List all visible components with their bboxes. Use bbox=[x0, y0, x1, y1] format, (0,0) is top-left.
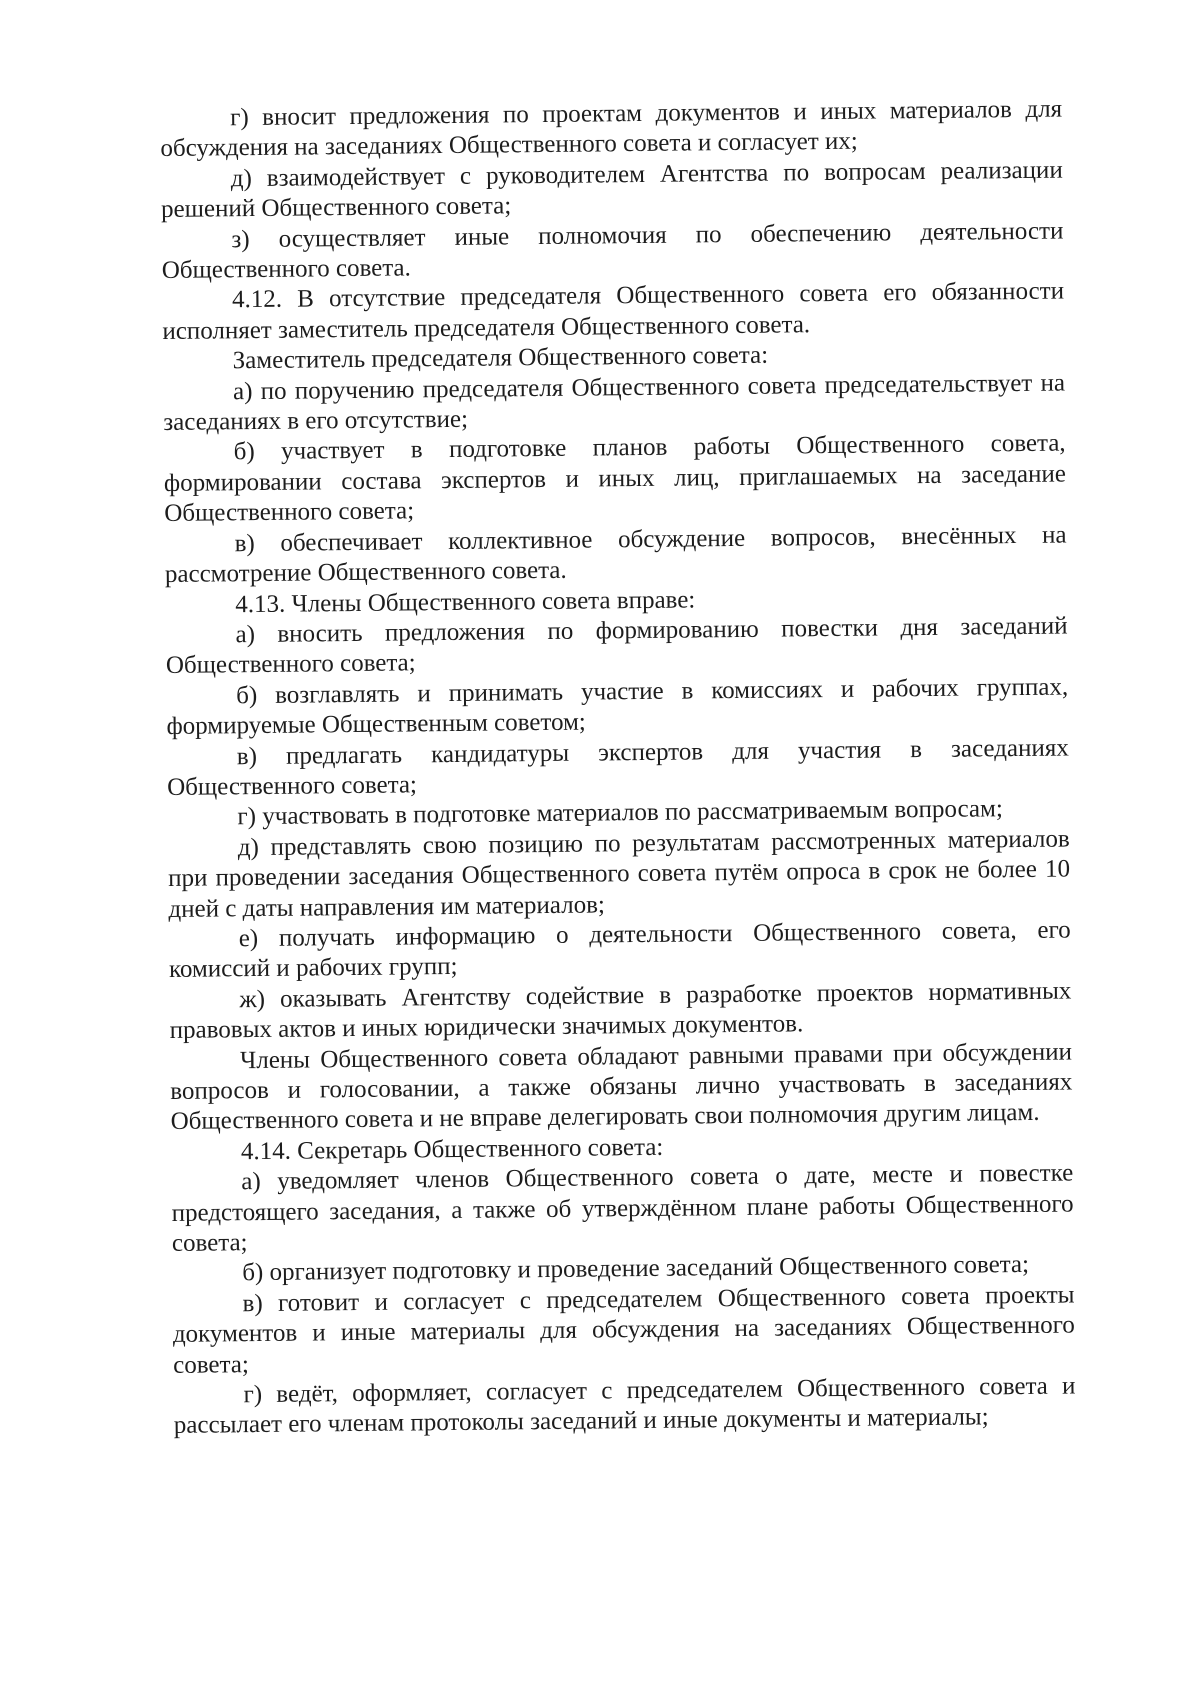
paragraph-members-g: г) участвовать в подготовке материалов по рассматриваемым вопросам; bbox=[237, 795, 1003, 831]
paragraph-deputy-heading: Заместитель председателя Общественного совета: bbox=[232, 341, 769, 375]
document-body bbox=[160, 95, 1076, 1442]
paragraph-members-v: в) предлагать кандидатуры экспертов для участия в заседаниях Общественного совета; bbox=[167, 734, 1069, 801]
paragraph-secretary-v: в) готовит и согласует с председателем Общественного совета проекты документов и иные материалы для обсуждения на заседаниях Общественного совета; bbox=[172, 1281, 1075, 1379]
paragraph-z-other-powers: з) осуществляет иные полномочия по обеспечению деятельности Общественного совета. bbox=[161, 217, 1064, 285]
paragraph-g-proposals: г) вносит предложения по проектам документов и иных материалов для обсуждения на заседаниях Общественного совета и согласует их; bbox=[160, 95, 1063, 163]
paragraph-d-interacts: д) взаимодействует с руководителем Агентства по вопросам реализации решений Общественного совета; bbox=[160, 156, 1063, 224]
paragraph-4-12: 4.12. В отсутствие председателя Общественного совета его обязанности исполняет заместитель председателя Общественного совета. bbox=[162, 277, 1065, 345]
paragraph-members-rights: Члены Общественного совета обладают равными правами при обсуждении вопросов и голосовании, а также обязаны лично участвовать в заседаниях Общественного совета и не вправе делегировать свои полномочия другим лицам. bbox=[170, 1038, 1073, 1136]
paragraph-secretary-g: г) ведёт, оформляет, согласует с председателем Общественного совета и рассылает его членам протоколы заседаний и иные документы и материалы; bbox=[173, 1372, 1076, 1440]
paragraph-4-13: 4.13. Члены Общественного совета вправе: bbox=[235, 585, 696, 618]
paragraph-secretary-a: а) уведомляет членов Общественного совета о дате, месте и повестке предстоящего заседания, а также об утверждённом плане работы Общественного совета; bbox=[171, 1159, 1074, 1257]
paragraph-deputy-b: б) участвует в подготовке планов работы Общественного совета, формировании состава экспертов и иных лиц, приглашаемых на заседание Общественного совета; bbox=[163, 430, 1067, 528]
paragraph-deputy-v: в) обеспечивает коллективное обсуждение вопросов, внесённых на рассмотрение Общественного совета. bbox=[164, 521, 1067, 589]
paragraph-deputy-a: а) по поручению председателя Общественного совета председательствует на заседаниях в его отсутствие; bbox=[163, 369, 1066, 437]
paragraph-4-14: 4.14. Секретарь Общественного совета: bbox=[240, 1133, 664, 1166]
paragraph-members-d: д) представлять свою позицию по результатам рассмотренных материалов при проведении заседания Общественного совета путём опроса в срок не более 10 дней с даты направления им материалов; bbox=[167, 825, 1071, 923]
paragraph-members-a: а) вносить предложения по формированию повестки дня заседаний Общественного совета; bbox=[165, 612, 1068, 680]
paragraph-secretary-b: б) организует подготовку и проведение заседаний Общественного совета; bbox=[242, 1251, 1030, 1287]
paragraph-members-e: е) получать информацию о деятельности Общественного совета, его комиссий и рабочих групп; bbox=[168, 916, 1071, 984]
paragraph-members-b: б) возглавлять и принимать участие в комиссиях и рабочих группах, формируемые Общественным советом; bbox=[166, 673, 1069, 741]
paragraph-members-zh: ж) оказывать Агентству содействие в разработке проектов нормативных правовых актов и иных юридически значимых документов. bbox=[169, 977, 1072, 1045]
